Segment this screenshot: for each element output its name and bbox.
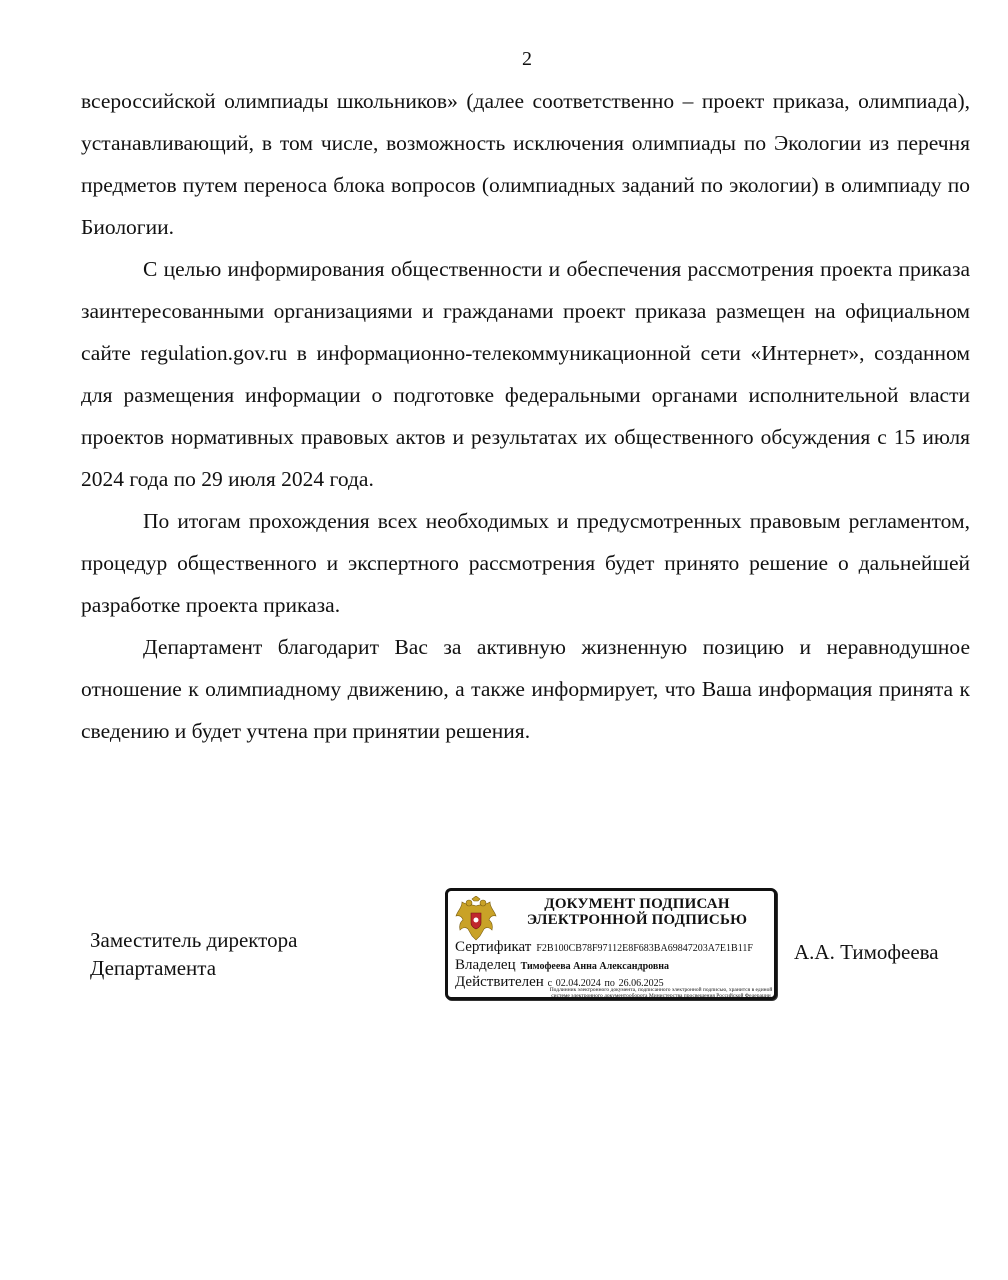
valid-to-prefix: по — [604, 978, 615, 989]
cert-value: F2B100CB78F97112E8F683BA69847203A7E1B11F — [536, 943, 753, 954]
stamp-owner-row — [455, 957, 669, 974]
signer-position-line2: Департамента — [90, 956, 217, 980]
cert-label: Сертификат — [455, 939, 532, 955]
owner-label: Владелец — [455, 957, 516, 973]
stamp-header-line2: ЭЛЕКТРОННОЙ ПОДПИСЬЮ — [526, 912, 748, 928]
signer-position-line1: Заместитель директора — [90, 928, 298, 952]
letter-body — [81, 80, 970, 752]
paragraph-4: Департамент благодарит Вас за активную жизненную позицию и неравнодушное отношение к олимпиадному движению, а также информирует, что Ваша информация принята к сведению и будет учтена при принятии решения. — [81, 635, 970, 743]
signer-name: А.А. Тимофеева — [794, 940, 939, 964]
paragraph-2: С целью информирования общественности и обеспечения рассмотрения проекта приказа заинтересованными организациями и гражданами проект приказа размещен на официальном сайте regulation.gov.ru в информационно-телекоммуникационной сети «Интернет», созданном для размещения информации о подготовке федеральными органами исполнительной власти проектов нормативных правовых актов и результатах их общественного обсуждения с 15 июля 2024 года по 29 июля 2024 года. — [81, 257, 970, 491]
electronic-signature-stamp — [445, 888, 777, 1000]
stamp-note: Подлинник электронного документа, подписанного электронной подписью, хранится в единой системе электронного документооборота Министерства просвещения Российской Федерации — [549, 987, 773, 999]
stamp-certificate-row — [455, 939, 753, 956]
valid-from-prefix: с — [547, 978, 553, 989]
russian-coat-of-arms-icon — [454, 896, 498, 944]
valid-to: 26.06.2025 — [618, 978, 664, 989]
owner-value: Тимофеева Анна Александровна — [520, 961, 670, 972]
valid-label: Действителен — [455, 974, 544, 990]
stamp-header-line1: ДОКУМЕНТ ПОДПИСАН — [544, 896, 730, 912]
page-number: 2 — [522, 48, 532, 70]
paragraph-1: всероссийской олимпиады школьников» (далее соответственно – проект приказа, олимпиада), устанавливающий, в том числе, возможность исключения олимпиады по Экологии из перечня предметов путем переноса блока вопросов (олимпиадных заданий по экологии) в олимпиаду по Биологии. — [81, 89, 970, 239]
signer-position — [90, 926, 297, 982]
stamp-header — [500, 896, 774, 928]
valid-from: 02.04.2024 — [555, 978, 601, 989]
paragraph-3: По итогам прохождения всех необходимых и предусмотренных правовым регламентом, процедур общественного и экспертного рассмотрения будет принято решение о дальнейшей разработке проекта приказа. — [81, 509, 970, 617]
